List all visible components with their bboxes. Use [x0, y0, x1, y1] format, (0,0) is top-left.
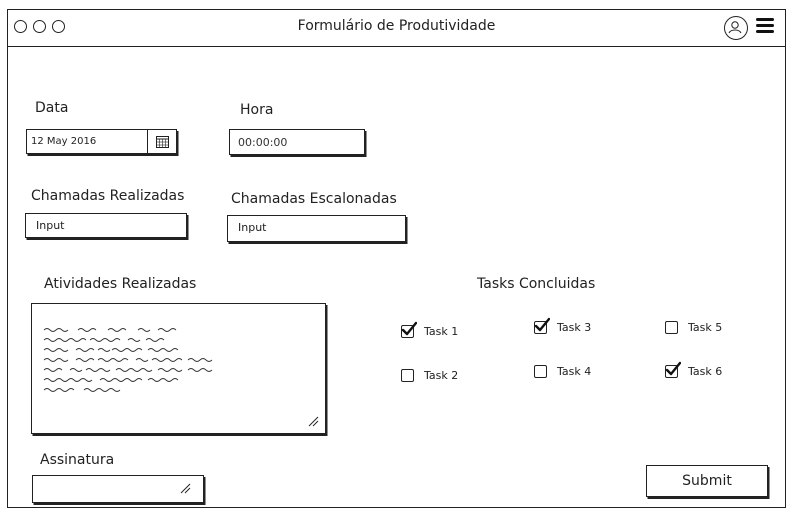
title-bar	[8, 10, 785, 47]
tasks-concluidas-label: Tasks Concluidas	[477, 276, 596, 292]
resize-grip-icon[interactable]	[179, 482, 191, 494]
date-picker[interactable]	[26, 129, 177, 154]
hora-label: Hora	[240, 102, 274, 118]
resize-grip-icon[interactable]	[307, 415, 319, 427]
checked-checkbox-icon[interactable]	[534, 321, 547, 334]
time-input[interactable]	[229, 129, 365, 155]
task-checkbox-5[interactable]	[665, 321, 722, 334]
task-checkbox-2[interactable]	[401, 369, 458, 382]
placeholder-text-scribble	[42, 322, 282, 407]
atividades-textarea[interactable]	[31, 303, 326, 434]
task-checkbox-3[interactable]	[534, 321, 591, 334]
unchecked-checkbox-icon[interactable]	[401, 369, 414, 382]
unchecked-checkbox-icon[interactable]	[534, 365, 547, 378]
task-label: Task 1	[424, 325, 459, 338]
submit-button[interactable]: Submit	[646, 465, 768, 497]
user-avatar-icon[interactable]	[724, 16, 748, 40]
hamburger-menu-icon[interactable]	[756, 18, 774, 36]
time-value: 00:00:00	[238, 136, 288, 149]
task-label: Task 4	[557, 365, 592, 378]
window-title: Formulário de Produtividade	[297, 18, 496, 34]
data-label: Data	[35, 100, 69, 116]
chamadas-realizadas-label: Chamadas Realizadas	[31, 188, 185, 204]
chamadas-escalonadas-input[interactable]	[227, 215, 406, 242]
calendar-icon[interactable]	[156, 135, 169, 148]
task-label: Task 3	[557, 321, 592, 334]
task-checkbox-4[interactable]	[534, 365, 591, 378]
date-value: 12 May 2016	[31, 136, 97, 147]
unchecked-checkbox-icon[interactable]	[665, 321, 678, 334]
task-checkbox-6[interactable]	[665, 365, 722, 378]
chamadas-escalonadas-label: Chamadas Escalonadas	[231, 191, 397, 207]
checked-checkbox-icon[interactable]	[665, 365, 678, 378]
chamadas-realizadas-value: Input	[36, 219, 65, 232]
task-label: Task 6	[688, 365, 723, 378]
assinatura-input[interactable]	[32, 475, 204, 503]
chamadas-escalonadas-value: Input	[238, 221, 267, 234]
atividades-realizadas-label: Atividades Realizadas	[44, 276, 197, 292]
task-label: Task 5	[688, 321, 723, 334]
checked-checkbox-icon[interactable]	[401, 325, 414, 338]
assinatura-label: Assinatura	[40, 452, 115, 468]
task-label: Task 2	[424, 369, 459, 382]
chamadas-realizadas-input[interactable]	[25, 213, 187, 238]
task-checkbox-1[interactable]	[401, 325, 458, 338]
